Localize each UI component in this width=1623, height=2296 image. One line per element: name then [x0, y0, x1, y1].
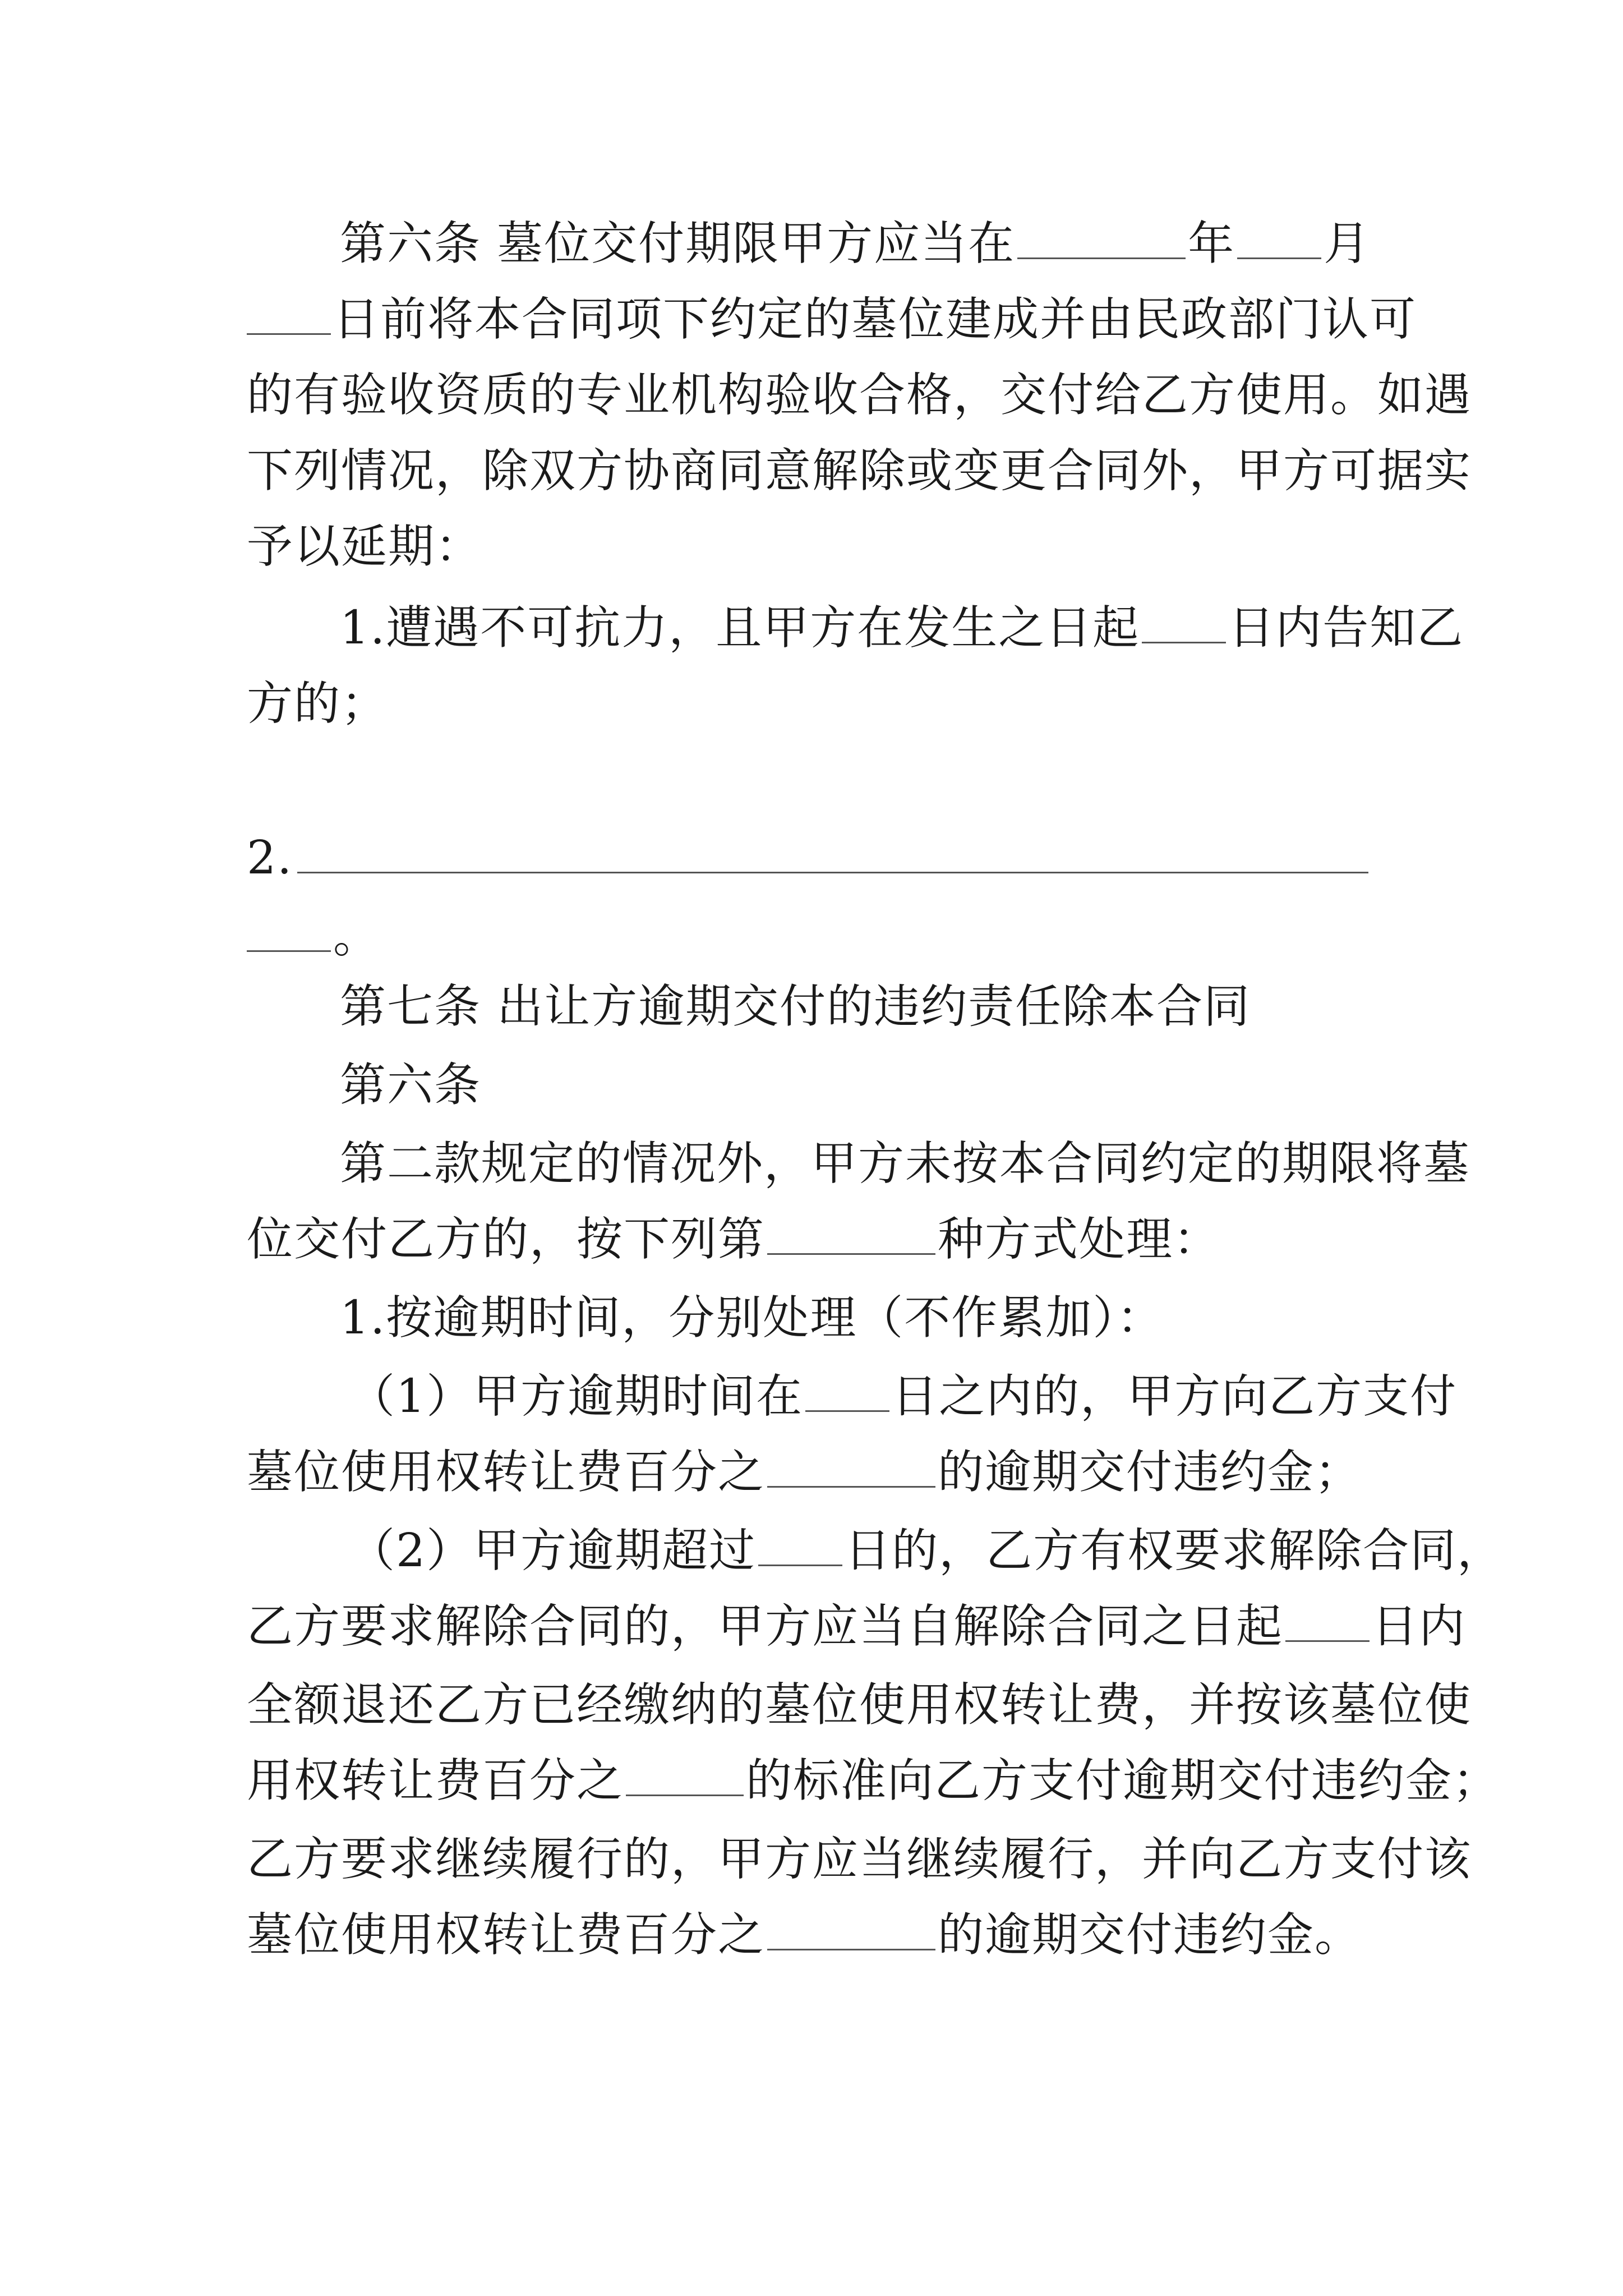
article6-line2	[247, 292, 1417, 348]
article7-sub2-line2	[247, 1599, 1466, 1655]
year-label: 年	[1188, 217, 1235, 270]
item2-number: 2.	[247, 831, 293, 885]
blank-day	[247, 293, 331, 335]
article7-method1	[340, 1290, 1164, 1346]
article7-para1	[340, 1136, 1470, 1192]
sub1-text-a: （1）甲方逾期时间在	[349, 1370, 804, 1423]
blank-refund-days	[1285, 1600, 1370, 1642]
article7-ref	[340, 1057, 481, 1114]
blank-overdue-days-2	[758, 1524, 842, 1566]
blank-overdue-days-1	[805, 1370, 889, 1412]
article6-line4	[247, 443, 1472, 499]
article6-text-line5: 予以延期：	[247, 520, 483, 573]
month-label: 月	[1324, 217, 1371, 270]
article6-text-line3: 的有验收资质的专业机构验收合格，交付给乙方使用。如遇	[247, 369, 1472, 422]
article7-para2-text-b: 种方式处理：	[938, 1213, 1221, 1266]
article6-text-line2: 日前将本合同项下约定的墓位建成并由民政部门认可	[333, 293, 1417, 346]
article7-para1-text: 第二款规定的情况外，甲方未按本合同约定的期限将墓	[340, 1137, 1471, 1190]
sub2-text-e: 全额退还乙方已经缴纳的墓位使用权转让费，并按该墓位使	[247, 1678, 1472, 1732]
article6-line5	[247, 519, 482, 575]
article7-para2	[247, 1212, 1220, 1268]
sub1-text-b: 日之内的，甲方向乙方支付	[892, 1370, 1458, 1423]
method1-text: 1.按逾期时间，分别处理（不作累加）：	[340, 1291, 1164, 1345]
article7-sub2-line3	[247, 1677, 1472, 1733]
blank-percent-2	[626, 1754, 744, 1796]
item1-text-a: 1.遭遇不可抗力，且甲方在发生之日起	[340, 601, 1140, 655]
item1-text-b: 日内告知乙	[1228, 601, 1464, 655]
article6-line3	[247, 367, 1472, 424]
article7-sub1	[349, 1369, 1457, 1425]
sub1-text-c: 墓位使用权转让费百分之	[247, 1446, 766, 1499]
article6-heading-text: 第六条 墓位交付期限甲方应当在	[340, 217, 1016, 270]
blank-item2-cont	[247, 910, 331, 952]
sub2-text-f: 用权转让费百分之	[247, 1754, 624, 1807]
blank-notice-days	[1142, 601, 1226, 643]
article7-heading-text: 第七条 出让方逾期交付的违约责任除本合同	[340, 980, 1251, 1033]
sub2-text-i: 墓位使用权转让费百分之	[247, 1908, 766, 1962]
item2-end: 。	[333, 910, 381, 963]
blank-percent-3	[767, 1908, 935, 1950]
sub2-text-c: 乙方要求解除合同的，甲方应当自解除合同之日起	[247, 1600, 1284, 1653]
article7-ref-text: 第六条	[340, 1059, 482, 1112]
blank-year	[1017, 217, 1186, 259]
article6-line1	[340, 216, 1371, 272]
article7-sub2-line4	[247, 1753, 1500, 1809]
blank-method	[767, 1213, 935, 1255]
sub2-text-d: 日内	[1372, 1600, 1467, 1653]
sub2-text-b: 日的，乙方有权要求解除合同，	[845, 1524, 1505, 1577]
article7-sub2-line6	[247, 1907, 1362, 1963]
article7-para2-text-a: 位交付乙方的，按下列第	[247, 1213, 766, 1266]
article7-sub2-line5	[247, 1832, 1472, 1888]
sub2-text-g: 的标准向乙方支付逾期交付违约金；	[746, 1754, 1500, 1807]
blank-month	[1237, 217, 1321, 259]
sub1-text-d: 的逾期交付违约金；	[938, 1446, 1362, 1499]
sub2-text-j: 的逾期交付违约金。	[938, 1908, 1362, 1962]
item1-text-c: 方的；	[247, 677, 389, 730]
blank-percent-1	[767, 1446, 935, 1488]
sub2-text-h: 乙方要求继续履行的，甲方应当继续履行，并向乙方支付该	[247, 1833, 1472, 1886]
article7-sub2	[349, 1523, 1504, 1579]
article6-item1-cont	[247, 676, 388, 732]
article7-heading	[340, 979, 1251, 1035]
article6-item2-cont	[247, 909, 380, 965]
article7-sub1-cont	[247, 1444, 1362, 1501]
sub2-text-a: （2）甲方逾期超过	[349, 1524, 757, 1577]
blank-item2	[297, 831, 1368, 873]
article6-item1	[340, 600, 1464, 656]
article6-text-line4: 下列情况，除双方协商同意解除或变更合同外，甲方可据实	[247, 444, 1472, 498]
article6-item2	[247, 830, 1371, 886]
